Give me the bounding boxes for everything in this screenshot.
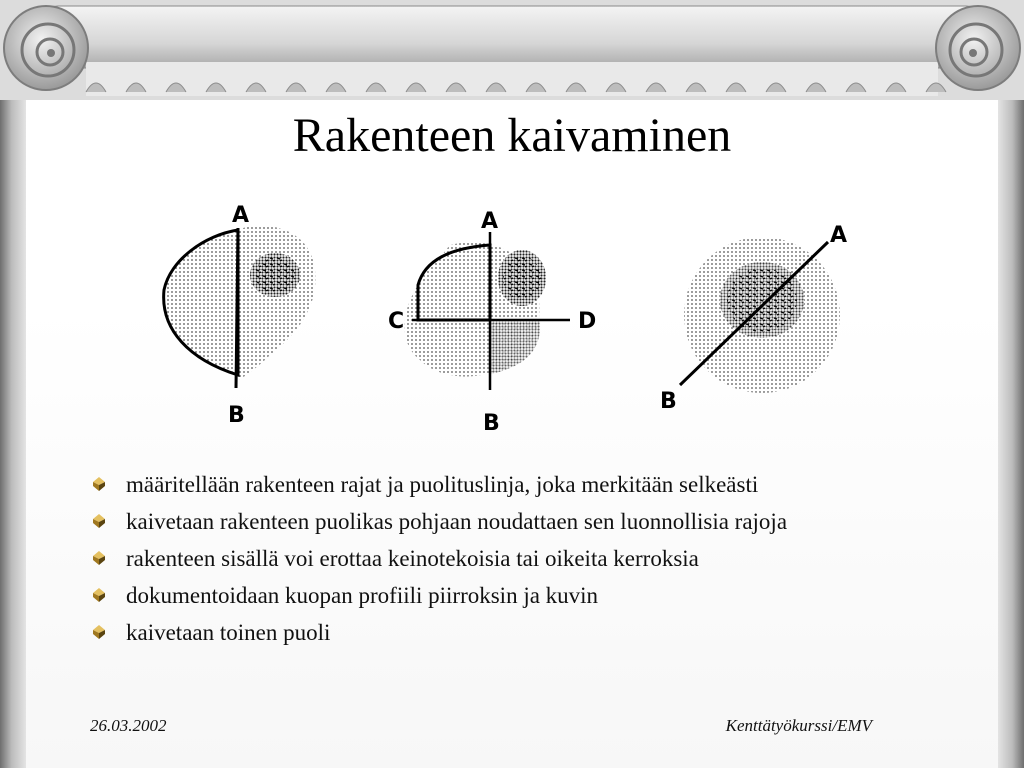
slide-title: Rakenteen kaivaminen	[292, 109, 732, 162]
footer-date: 26.03.2002	[90, 716, 167, 735]
list-item	[92, 507, 922, 536]
gold-diamond-bullet-icon	[92, 587, 106, 603]
diagram-diagonal-section	[660, 223, 847, 414]
diagram1-label-b: B	[228, 403, 245, 428]
footer-course: Kenttätyökurssi/EMV	[725, 716, 872, 735]
diagram2-label-b: B	[483, 411, 500, 436]
ionic-scroll-left-icon	[4, 6, 88, 90]
diagram3-label-a: A	[830, 223, 848, 248]
gold-diamond-bullet-icon	[92, 624, 106, 640]
ionic-scroll-right-icon	[936, 6, 1020, 90]
list-item	[92, 470, 922, 499]
bullet-text: määritellään rakenteen rajat ja puolituslinja, joka merkitään selkeästi	[126, 472, 759, 497]
diagram-half-section	[164, 203, 316, 428]
diagram2-label-c: C	[388, 309, 405, 334]
diagram2-label-d: D	[578, 309, 597, 334]
diagram-quarter-section	[388, 209, 596, 436]
bullet-list	[92, 470, 922, 655]
diagram2-label-a: A	[481, 209, 499, 234]
bullet-text: rakenteen sisällä voi erottaa keinotekoisia tai oikeita kerroksia	[126, 546, 699, 571]
excavation-diagram	[150, 190, 870, 440]
gold-diamond-bullet-icon	[92, 513, 106, 529]
list-item	[92, 581, 922, 610]
ionic-capital	[0, 0, 1024, 100]
bullet-text: kaivetaan toinen puoli	[126, 620, 331, 645]
bullet-text: kaivetaan rakenteen puolikas pohjaan noudattaen sen luonnollisia rajoja	[126, 509, 788, 534]
diagram1-label-a: A	[232, 203, 250, 228]
bullet-text: dokumentoidaan kuopan profiili piirroksin ja kuvin	[126, 583, 599, 608]
gold-diamond-bullet-icon	[92, 550, 106, 566]
diagram3-label-b: B	[660, 389, 677, 414]
list-item	[92, 544, 922, 573]
list-item	[92, 618, 922, 647]
gold-diamond-bullet-icon	[92, 476, 106, 492]
